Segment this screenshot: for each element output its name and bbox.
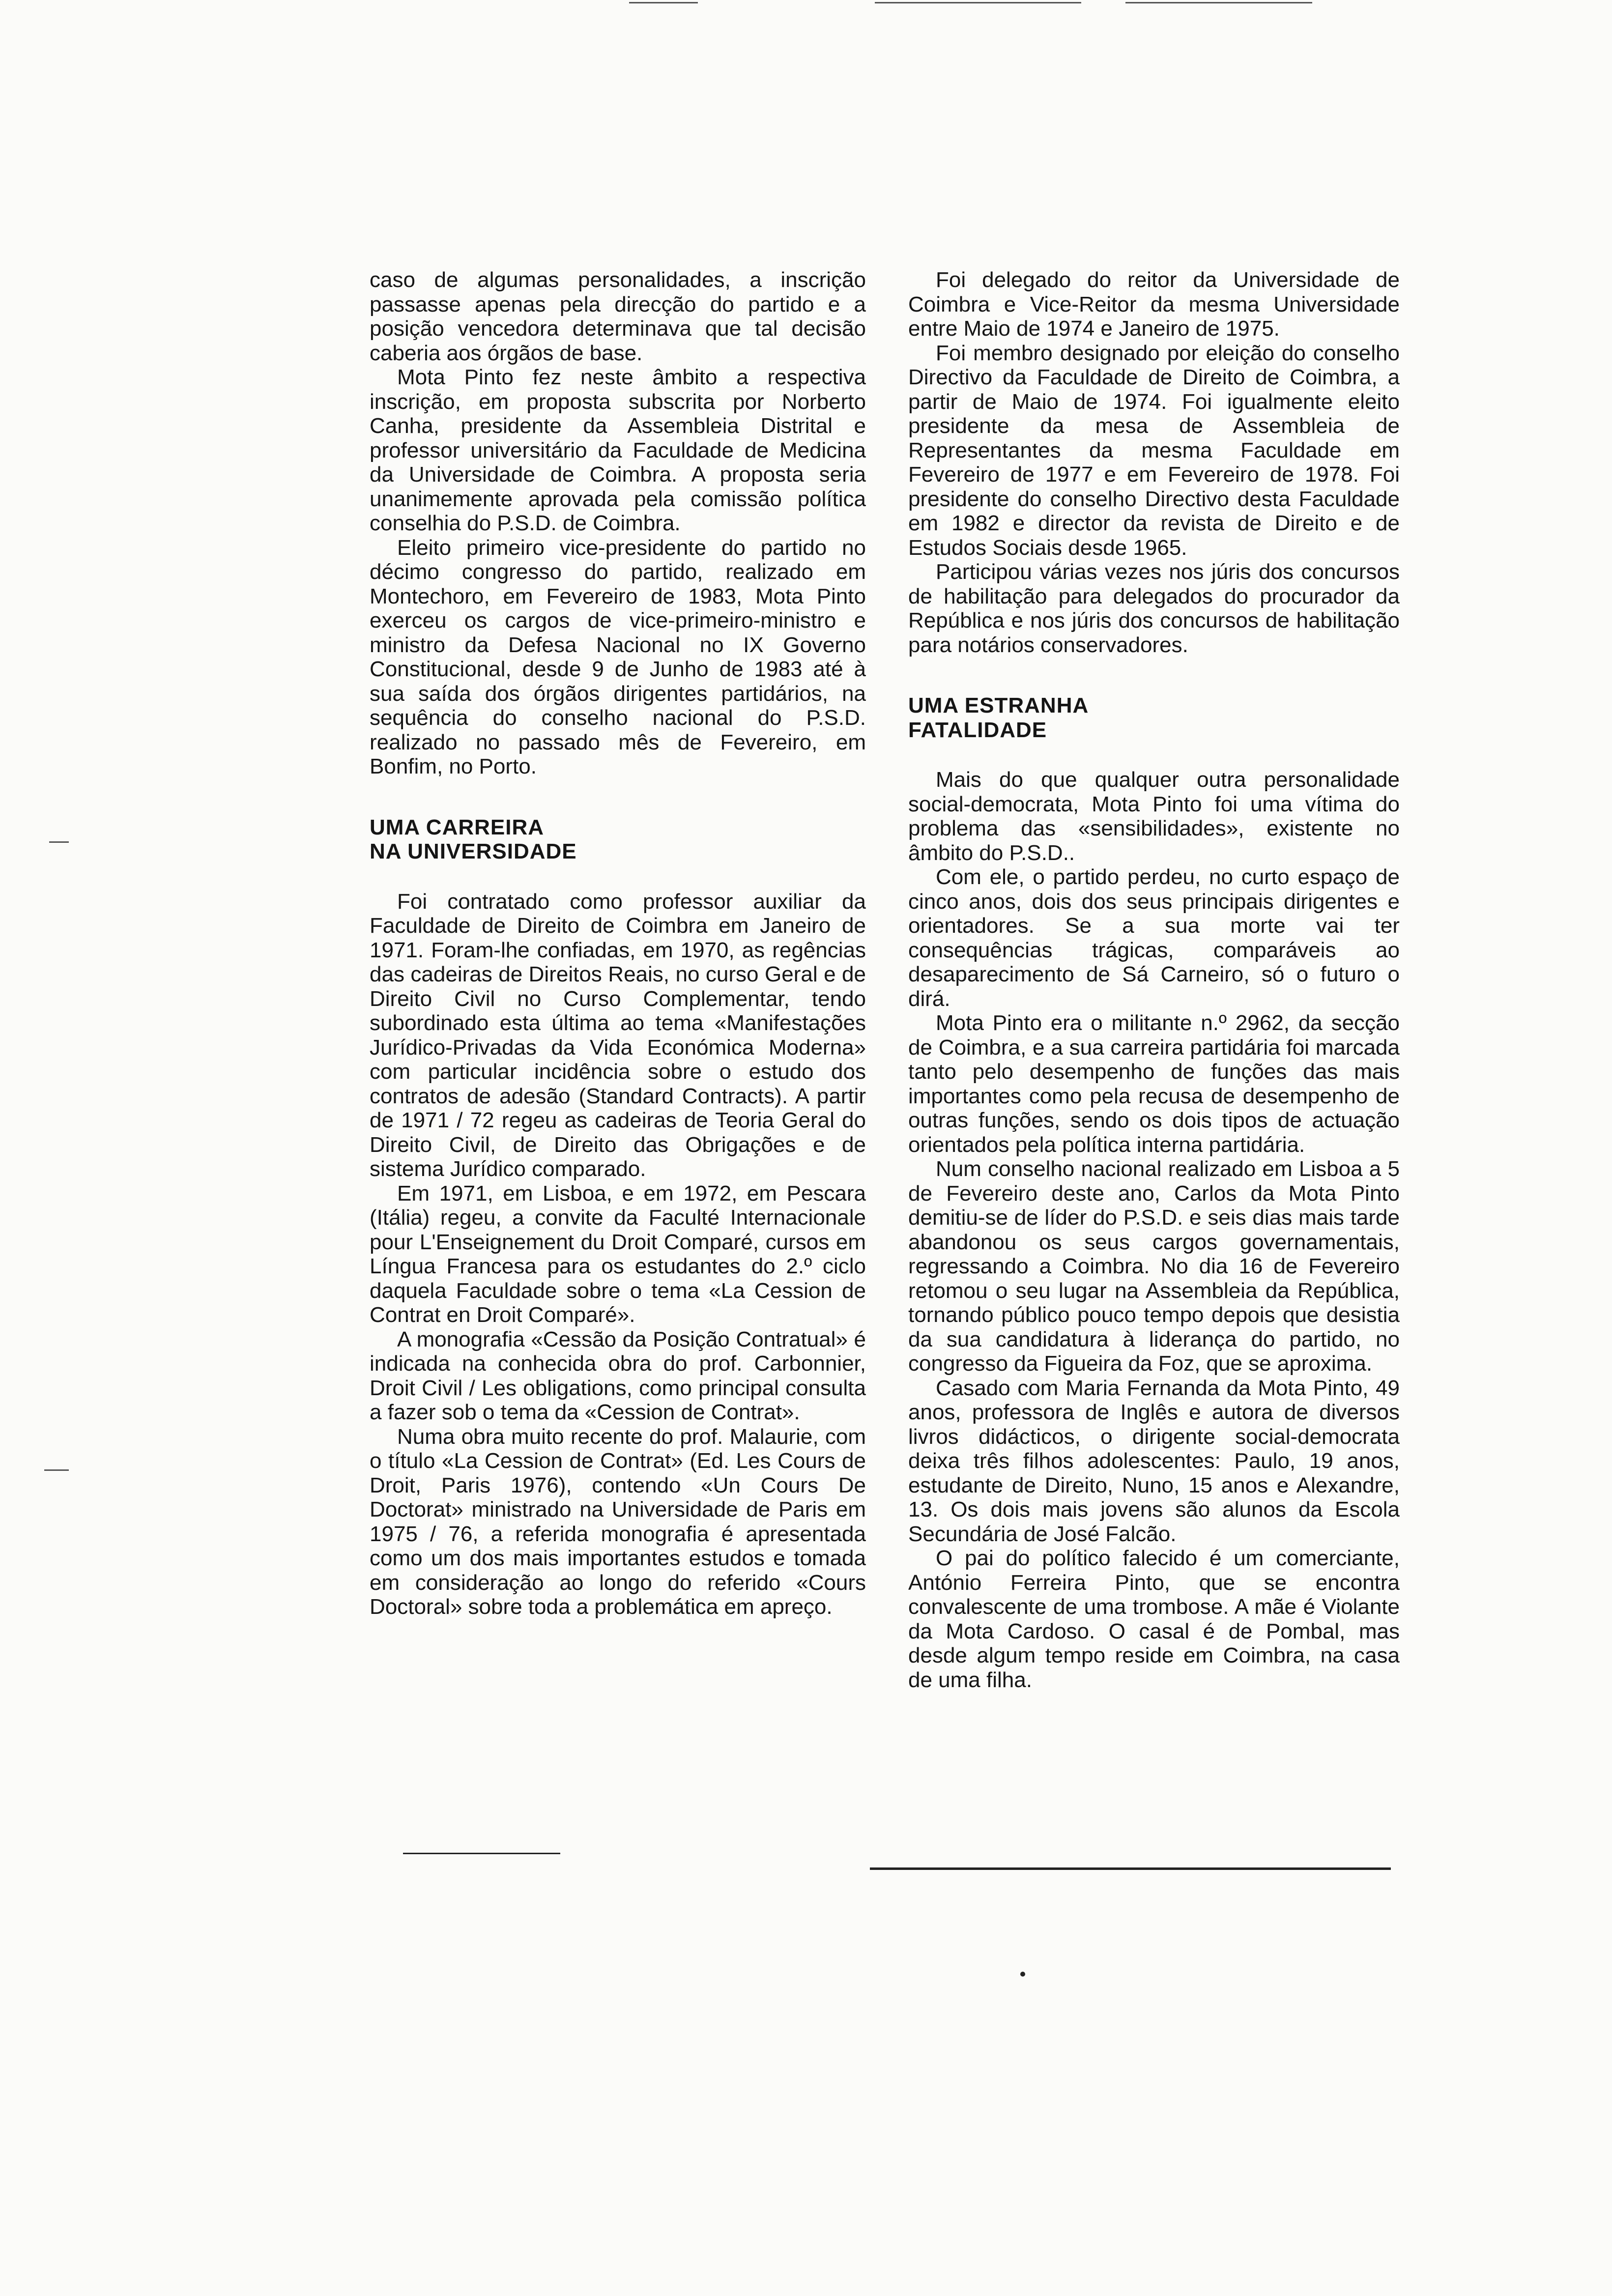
paragraph: Foi delegado do reitor da Universidade de Coimbra e Vice-Reitor da mesma Universidade entre Maio de 1974 e Janeiro de 1975. (908, 268, 1400, 341)
heading-line: UMA CARREIRA (370, 815, 545, 839)
scan-mark-top-1 (629, 2, 698, 3)
paragraph: Mota Pinto era o militante n.º 2962, da secção de Coimbra, e a sua carreira partidária foi marcada tanto pelo desempenho de funções das mais importantes como pela recusa de desempenho de outras funções, sendo os dois tipos de actuação orientados pela política interna partidária. (908, 1011, 1400, 1157)
paragraph: Mota Pinto fez neste âmbito a respectiva inscrição, em proposta subscrita por Norberto Canha, presidente da Assembleia Distrital e professor universitário da Faculdade de Medicina da Universidade de Coimbra. A proposta seria unanimemente aprovada pela comissão política conselhia do P.S.D. de Coimbra. (370, 365, 866, 535)
scan-mark-top-2 (875, 2, 1081, 3)
paragraph: Foi membro designado por eleição do conselho Directivo da Faculdade de Direito de Coimbra, a partir de Maio de 1974. Foi igualmente eleito presidente da mesa de Assembleia de Representantes da mesma Faculdade em Fevereiro de 1977 e em Fevereiro de 1978. Foi presidente do conselho Directivo desta Faculdade em 1982 e director da revista de Direito e de Estudos Sociais desde 1965. (908, 341, 1400, 560)
column-bottom-rule-right (870, 1867, 1391, 1870)
right-column (908, 268, 1400, 1692)
paragraph: Em 1971, em Lisboa, e em 1972, em Pescara (Itália) regeu, a convite da Faculté Internacionale pour L'Enseignement du Droit Comparé, cursos em Língua Francesa para os estudantes do 2.º ciclo daquela Faculdade sobre o tema «La Cession de Contrat en Droit Comparé». (370, 1181, 866, 1327)
paragraph: caso de algumas personalidades, a inscrição passasse apenas pela direcção do partido e a posição vencedora determinava que tal decisão caberia aos órgãos de base. (370, 268, 866, 365)
scan-mark-left-2 (44, 1469, 69, 1471)
heading-line: FATALIDADE (908, 718, 1047, 742)
paragraph: Com ele, o partido perdeu, no curto espaço de cinco anos, dois dos seus principais dirigentes e orientadores. Se a sua morte vai ter consequências trágicas, comparáveis ao desaparecimento de Sá Carneiro, só o futuro o dirá. (908, 865, 1400, 1011)
paragraph: Numa obra muito recente do prof. Malaurie, com o título «La Cession de Contrat» (Ed. Les Cours de Droit, Paris 1976), contendo «Un Cours De Doctorat» ministrado na Universidade de Paris em 1975 / 76, a referida monografia é apresentada como um dos mais importantes estudos e tomada em consideração ao longo do referido «Cours Doctoral» sobre toda a problemática em apreço. (370, 1424, 866, 1619)
paragraph: A monografia «Cessão da Posição Contratual» é indicada na conhecida obra do prof. Carbonnier, Droit Civil / Les obligations, como principal consulta a fazer sob o tema da «Cession de Contrat». (370, 1327, 866, 1424)
heading-line: NA UNIVERSIDADE (370, 839, 577, 863)
heading-line: UMA ESTRANHA (908, 693, 1089, 718)
section-heading (370, 815, 866, 864)
paragraph: Foi contratado como professor auxiliar da Faculdade de Direito de Coimbra em Janeiro de 1971. Foram-lhe confiadas, em 1970, as regências das cadeiras de Direitos Reais, no curso Geral e de Direito Civil no Curso Complementar, tendo subordinado esta última ao tema «Manifestações Jurídico-Privadas da Vida Económica Moderna» com particular incidência sobre o estudo dos contratos de adesão (Standard Contracts). A partir de 1971 / 72 regeu as cadeiras de Teoria Geral do Direito Civil, de Direito das Obrigações e de sistema Jurídico comparado. (370, 889, 866, 1181)
scan-speck (1020, 1972, 1025, 1977)
scan-mark-left-1 (49, 841, 69, 843)
paragraph: O pai do político falecido é um comerciante, António Ferreira Pinto, que se encontra convalescente de uma trombose. A mãe é Violante da Mota Cardoso. O casal é de Pombal, mas desde algum tempo reside em Coimbra, na casa de uma filha. (908, 1546, 1400, 1692)
paragraph: Casado com Maria Fernanda da Mota Pinto, 49 anos, professora de Inglês e autora de diversos livros didácticos, o dirigente social-democrata deixa três filhos adolescentes: Paulo, 19 anos, estudante de Direito, Nuno, 15 anos e Alexandre, 13. Os dois mais jovens são alunos da Escola Secundária de José Falcão. (908, 1376, 1400, 1546)
paragraph: Mais do que qualquer outra personalidade social-democrata, Mota Pinto foi uma vítima do problema das «sensibilidades», existente no âmbito do P.S.D.. (908, 768, 1400, 865)
paragraph: Participou várias vezes nos júris dos concursos de habilitação para delegados do procurador da República e nos júris dos concursos de habilitação para notários conservadores. (908, 560, 1400, 657)
column-bottom-rule-left (403, 1853, 560, 1854)
scan-mark-top-3 (1125, 2, 1312, 3)
paragraph: Num conselho nacional realizado em Lisboa a 5 de Fevereiro deste ano, Carlos da Mota Pinto demitiu-se de líder do P.S.D. e seis dias mais tarde abandonou os seus cargos governamentais, regressando a Coimbra. No dia 16 de Fevereiro retomou o seu lugar na Assembleia da República, tornando público pouco tempo depois que desistia da sua candidatura à liderança do partido, no congresso da Figueira da Foz, que se aproxima. (908, 1157, 1400, 1376)
left-column (370, 268, 866, 1619)
paragraph: Eleito primeiro vice-presidente do partido no décimo congresso do partido, realizado em Montechoro, em Fevereiro de 1983, Mota Pinto exerceu os cargos de vice-primeiro-ministro e ministro da Defesa Nacional no IX Governo Constitucional, desde 9 de Junho de 1983 até à sua saída dos órgãos dirigentes partidários, na sequência do conselho nacional do P.S.D. realizado no passado mês de Fevereiro, em Bonfim, no Porto. (370, 535, 866, 778)
section-heading (908, 693, 1400, 742)
